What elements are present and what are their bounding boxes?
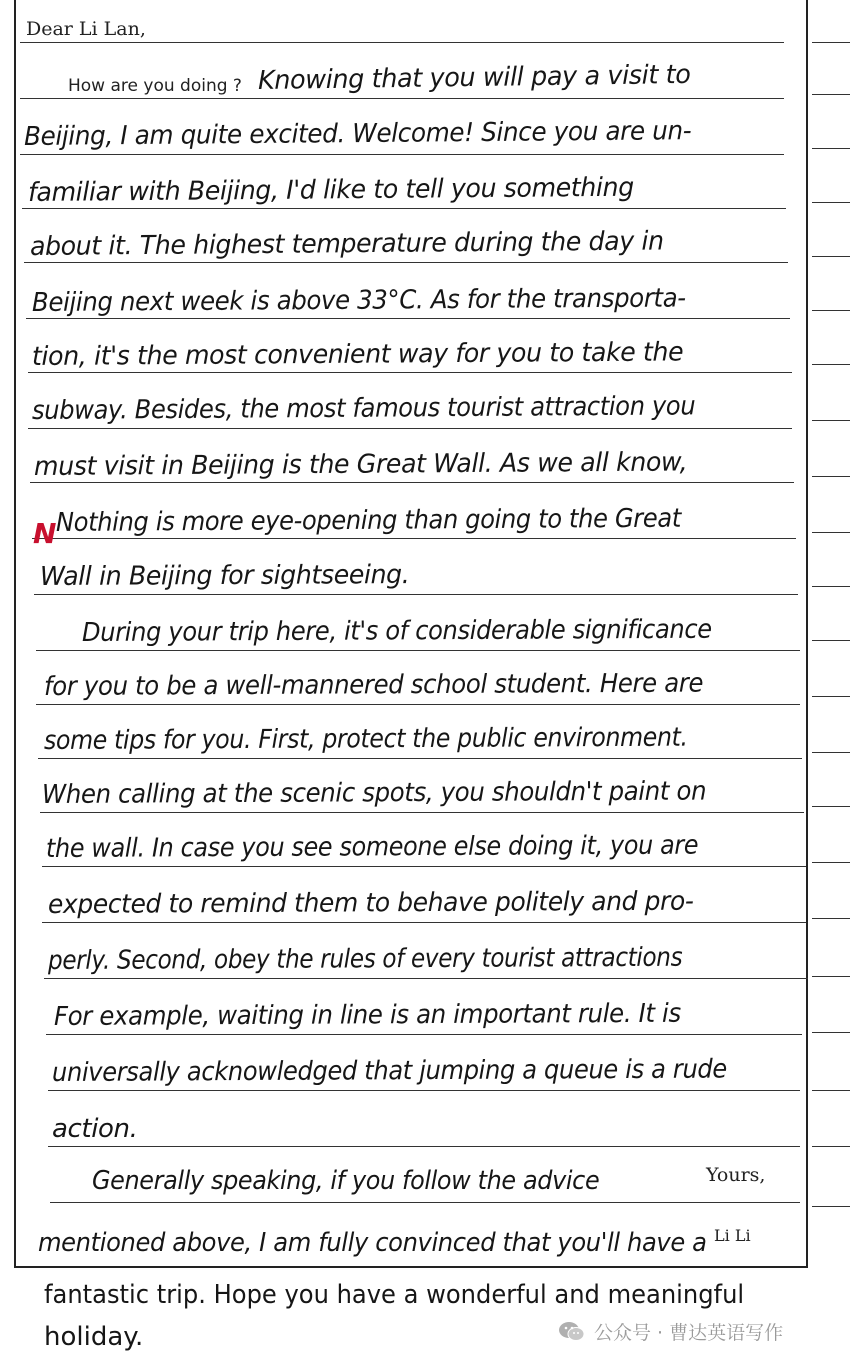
ruled-line [36, 704, 800, 705]
handwritten-line: mentioned above, I am fully convinced that you'll have a [38, 1228, 707, 1258]
margin-dash [812, 918, 850, 919]
handwritten-line: familiar with Beijing, I'd like to tell you something [27, 172, 634, 208]
wechat-icon [558, 1320, 586, 1344]
handwritten-line: expected to remind them to behave politely and pro- [47, 886, 694, 920]
handwritten-overflow-line: fantastic trip. Hope you have a wonderful and meaningful [44, 1280, 745, 1310]
handwritten-line: When calling at the scenic spots, you shouldn't paint on [41, 776, 707, 810]
margin-dash [812, 862, 850, 863]
handwritten-line: the wall. In case you see someone else doing it, you are [45, 830, 699, 864]
ruled-line [44, 978, 808, 979]
handwritten-line: some tips for you. First, protect the public environment. [43, 722, 688, 756]
handwritten-line: subway. Besides, the most famous tourist attraction you [31, 391, 696, 426]
handwritten-overflow-line: holiday. [44, 1322, 144, 1352]
handwritten-line: During your trip here, it's of considerable significance [81, 614, 712, 648]
ruled-line [20, 154, 784, 155]
ruled-line [22, 208, 786, 209]
margin-dash [812, 42, 850, 43]
handwritten-line: about it. The highest temperature during the day in [29, 226, 664, 262]
handwritten-line: Generally speaking, if you follow the advice [92, 1166, 600, 1196]
margin-dash [812, 1206, 850, 1207]
margin-dash [812, 806, 850, 807]
watermark [558, 1318, 783, 1345]
ruled-line [50, 1202, 800, 1203]
margin-dash [812, 976, 850, 977]
margin-dash [812, 586, 850, 587]
margin-dash [812, 1146, 850, 1147]
handwritten-line: tion, it's the most convenient way for you to take the [31, 337, 684, 372]
handwritten-line: Beijing next week is above 33°C. As for the transporta- [31, 283, 686, 318]
watermark-text: 公众号 · 曹达英语写作 [594, 1322, 784, 1344]
handwritten-line: must visit in Beijing is the Great Wall. As we all know, [33, 447, 688, 482]
ruled-line [20, 42, 784, 43]
ruled-line [32, 538, 796, 539]
margin-dash [812, 1090, 850, 1091]
handwritten-line: universally acknowledged that jumping a queue is a rude [51, 1054, 727, 1088]
signature: Li Li [714, 1226, 751, 1245]
margin-dash [812, 94, 850, 95]
ruled-line [46, 1034, 802, 1035]
margin-dash [812, 640, 850, 641]
ruled-line [24, 262, 788, 263]
ruled-line [36, 650, 800, 651]
ruled-line [34, 594, 798, 595]
ruled-line [48, 1146, 800, 1147]
handwritten-line: For example, waiting in line is an important rule. It is [53, 998, 681, 1032]
closing: Yours, [706, 1164, 766, 1186]
ruled-line [38, 758, 802, 759]
correction-mark: N [33, 517, 57, 550]
ruled-line [48, 1090, 800, 1091]
ruled-line [26, 318, 790, 319]
margin-dash [812, 256, 850, 257]
ruled-line [42, 922, 806, 923]
ruled-line [28, 428, 792, 429]
handwritten-line: perly. Second, obey the rules of every tourist attractions [47, 942, 683, 976]
margin-dash [812, 696, 850, 697]
ruled-line [28, 372, 792, 373]
margin-dash [812, 532, 850, 533]
margin-dash [812, 202, 850, 203]
handwritten-line: Wall in Beijing for sightseeing. [39, 560, 410, 592]
margin-dash [812, 364, 850, 365]
handwritten-line: Knowing that you will pay a visit to [257, 59, 691, 96]
handwritten-line: Beijing, I am quite excited. Welcome! Since you are un- [23, 116, 692, 152]
salutation: Dear Li Lan, [26, 18, 146, 40]
ruled-line [30, 482, 794, 483]
margin-dash [812, 310, 850, 311]
handwritten-line: Nothing is more eye-opening than going to the Great [55, 503, 681, 538]
margin-dash [812, 752, 850, 753]
ruled-line [42, 866, 806, 867]
greeting-printed: How are you doing ? [68, 76, 242, 96]
handwritten-line: for you to be a well-mannered school student. Here are [43, 668, 704, 702]
handwritten-line: action. [52, 1114, 138, 1144]
margin-dash [812, 148, 850, 149]
margin-dash [812, 420, 850, 421]
margin-dash [812, 1032, 850, 1033]
ruled-line [40, 812, 804, 813]
ruled-line [20, 98, 784, 99]
margin-dash [812, 476, 850, 477]
